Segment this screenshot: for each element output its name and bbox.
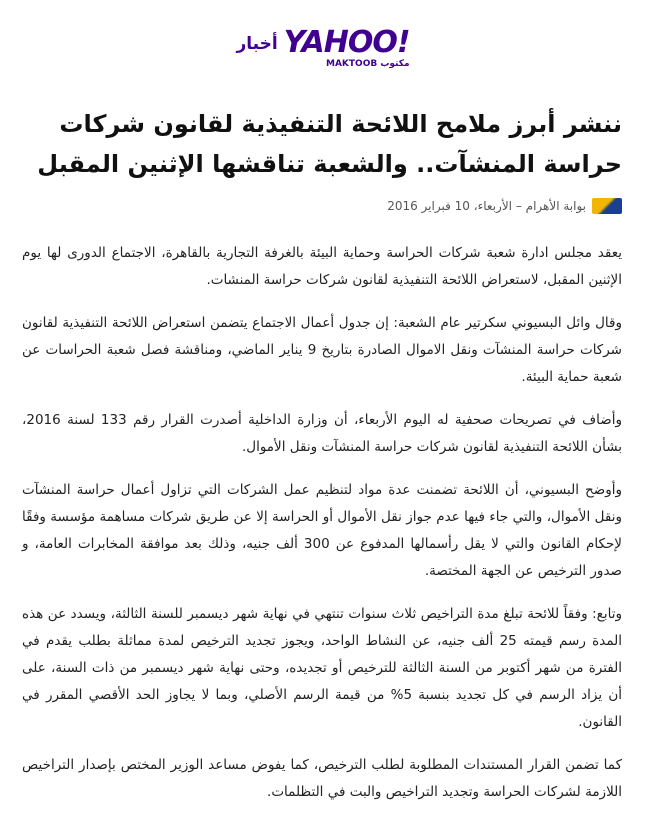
article-title: ننشر أبرز ملامح اللائحة التنفيذية لقانون شركات حراسة المنشآت.. والشعبة تناقشها الإثنين المقبل: [37, 110, 622, 178]
yahoo-maktoob-logo[interactable]: [236, 25, 410, 69]
paragraph: وأوضح البسيوني، أن اللائحة تضمنت عدة مواد لتنظيم عمل الشركات التي تزاول أعمال حراسة المنشآت ونقل الأموال، والتي جاء فيها عدم جواز نقل الأموال أو الحراسة إلا عن طريق شركات مساهمة مؤسسة وفقًا لإحكام القانون والتي لا يقل رأسمالها المدفوع عن 300 ألف جنيه، وذلك بعد موافقة المخابرات العامة، و صدور الترخيص عن الجهة المختصة.: [22, 482, 622, 579]
article-body: [22, 240, 622, 822]
paragraph: وأضاف في تصريحات صحفية له اليوم الأربعاء، أن وزارة الداخلية أصدرت القرار رقم 133 لسنة 2016، بشأن اللائحة التنفيذية لقانون شركات حراسة المنشآت ونقل الأموال.: [22, 412, 622, 455]
byline-text: بوابة الأهرام – الأربعاء، 10 فبراير 2016: [387, 199, 586, 213]
paragraph: يعقد مجلس ادارة شعبة شركات الحراسة وحماية البيئة بالغرفة التجارية بالقاهرة، الاجتماع الدورى لها يوم الإثنين المقبل، لاستعراض اللائحة التنفيذية لقانون شركات حراسة المنشات.: [22, 245, 622, 288]
logo-subtext: MAKTOOB مكتوب: [326, 59, 410, 69]
source-logo-icon: [592, 198, 622, 214]
paragraph: وتابع: وفقاً للائحة تبلغ مدة التراخيص ثلاث سنوات تنتهي في نهاية شهر ديسمبر للسنة الثالثة، ويسدد عن هذه المدة رسم قيمته 25 ألف جنيه، عن النشاط الواحد، ويجوز تجديد الترخيص لمدة مماثلة بطلب يقدم في الفترة من شهر أكتوبر من السنة الثالثة للترخيص أو تجديده، وحتى نهاية شهر ديسمبر من ذات السنة، على أن يزاد الرسم في كل تجديد بنسبة 5% من قيمة الرسم الأصلي، وبما لا يجاوز الحد الأقصي المقرر في القانون.: [22, 606, 622, 730]
paragraph: كما تضمن القرار المستندات المطلوبة لطلب الترخيص، كما يفوض مساعد الوزير المختص بإصدار التراخيص اللازمة لشركات الحراسة وتجديد التراخيص والبت في التظلمات.: [22, 757, 622, 800]
masthead: [0, 25, 646, 69]
byline: [387, 198, 622, 214]
logo-arabic-text: أخبار: [236, 34, 278, 54]
paragraph: وقال وائل البسيوني سكرتير عام الشعبة: إن جدول أعمال الاجتماع يتضمن استعراض اللائحة التنفيذية لقانون شركات حراسة المنشآت ونقل الاموال الصادرة بتاريخ 9 يناير الماضي، ومناقشة فصل شعبة الحراسات عن شعبة حماية البيئة.: [22, 315, 622, 385]
logo-wordmark: YAHOO!: [283, 25, 410, 60]
